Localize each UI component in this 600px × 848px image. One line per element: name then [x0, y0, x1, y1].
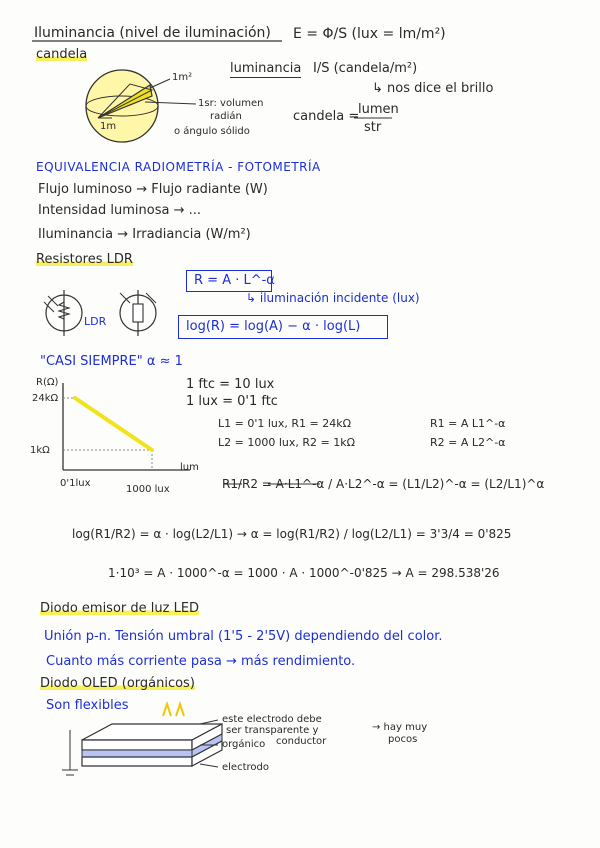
luminancia-formula: I/S (candela/m²): [313, 61, 418, 76]
calc-final: 1·10³ = A · 1000^-α = 1000 · A · 1000^-0'825 → A = 298.538'26: [108, 566, 500, 580]
candela-denominator: str: [364, 120, 382, 135]
luminancia-note: ↳ nos dice el brillo: [372, 81, 494, 96]
ldr-symbol-2: [120, 290, 156, 336]
equivalencia-row-1: Flujo luminoso → Flujo radiante (W): [38, 182, 268, 197]
casi-siempre-note: "CASI SIEMPRE" α ≈ 1: [40, 354, 183, 369]
graph-x-left: 0'1lux: [60, 478, 91, 489]
equivalencia-row-2: Intensidad luminosa → ...: [38, 203, 202, 218]
ldr-formula: R = A · L^-α: [194, 273, 275, 288]
equivalencia-title: EQUIVALENCIA RADIOMETRÍA - FOTOMETRÍA: [36, 160, 321, 174]
ldr-symbol-label: LDR: [84, 315, 107, 328]
ldr-log-formula: log(R) = log(A) − α · log(L): [186, 319, 361, 334]
oled-label-top-1: este electrodo debe: [222, 714, 322, 725]
calc-log: log(R1/R2) = α · log(L2/L1) → α = log(R1/R2) / log(L2/L1) = 3'3/4 = 0'825: [72, 527, 512, 541]
candela-def: candela =: [293, 109, 360, 124]
calc-r1: R1 = A L1^-α: [430, 417, 506, 430]
candela-numerator: lumen: [358, 102, 399, 117]
ftc-equivalence-2: 1 lux = 0'1 ftc: [186, 394, 278, 409]
graph-ylabel: R(Ω): [36, 377, 59, 388]
calc-l2: L2 = 1000 lux, R2 = 1kΩ: [218, 436, 355, 449]
oled-note-1: → hay muy: [372, 722, 428, 733]
led-line-2: Cuanto más corriente pasa → más rendimiento.: [46, 654, 356, 669]
label-1m2: 1m²: [172, 72, 193, 83]
oled-subtitle: Son flexibles: [46, 698, 129, 713]
graph-series-line: [75, 398, 152, 450]
graph-xlabel: lum: [180, 462, 199, 473]
page-title: Iluminancia (nivel de iluminación): [34, 25, 271, 41]
legend-radian: radián: [210, 111, 242, 122]
label-1m: 1m: [100, 121, 117, 132]
ldr-symbol-1: [44, 290, 82, 336]
equivalencia-row-3: Iluminancia → Irradiancia (W/m²): [38, 227, 251, 242]
oled-label-mid: orgánico: [222, 739, 266, 750]
ldr-heading: Resistores LDR: [36, 252, 133, 267]
oled-note-2: pocos: [388, 734, 418, 745]
ldr-note: ↳ iluminación incidente (lux): [246, 291, 420, 305]
graph-y-bottom: 1kΩ: [30, 445, 50, 456]
calc-l1: L1 = 0'1 lux, R1 = 24kΩ: [218, 417, 352, 430]
legend-volume: 1sr: volumen: [198, 98, 264, 109]
luminancia-label: luminancia: [230, 62, 301, 78]
oled-diagram: [62, 704, 222, 775]
oled-label-bottom: electrodo: [222, 762, 269, 773]
calc-r2: R2 = A L2^-α: [430, 436, 506, 449]
ftc-equivalence-1: 1 ftc = 10 lux: [186, 377, 275, 392]
led-line-1: Unión p-n. Tensión umbral (1'5 - 2'5V) dependiendo del color.: [44, 629, 443, 644]
legend-solid-angle: o ángulo sólido: [174, 126, 250, 137]
oled-heading: Diodo OLED (orgánicos): [40, 676, 195, 691]
graph-y-top: 24kΩ: [32, 393, 59, 404]
ldr-graph: [63, 383, 190, 470]
calc-ratio: R1/R2 = A·L1^-α / A·L2^-α = (L1/L2)^-α = (L2/L1)^α: [222, 477, 545, 491]
illuminance-formula: E = Φ/S (lux = lm/m²): [293, 26, 446, 42]
graph-x-right: 1000 lux: [126, 484, 170, 495]
led-heading: Diodo emisor de luz LED: [40, 601, 200, 616]
oled-label-top-3: conductor: [276, 736, 327, 747]
candela-heading: candela: [36, 47, 88, 62]
oled-label-top-2: ser transparente y: [226, 725, 319, 736]
